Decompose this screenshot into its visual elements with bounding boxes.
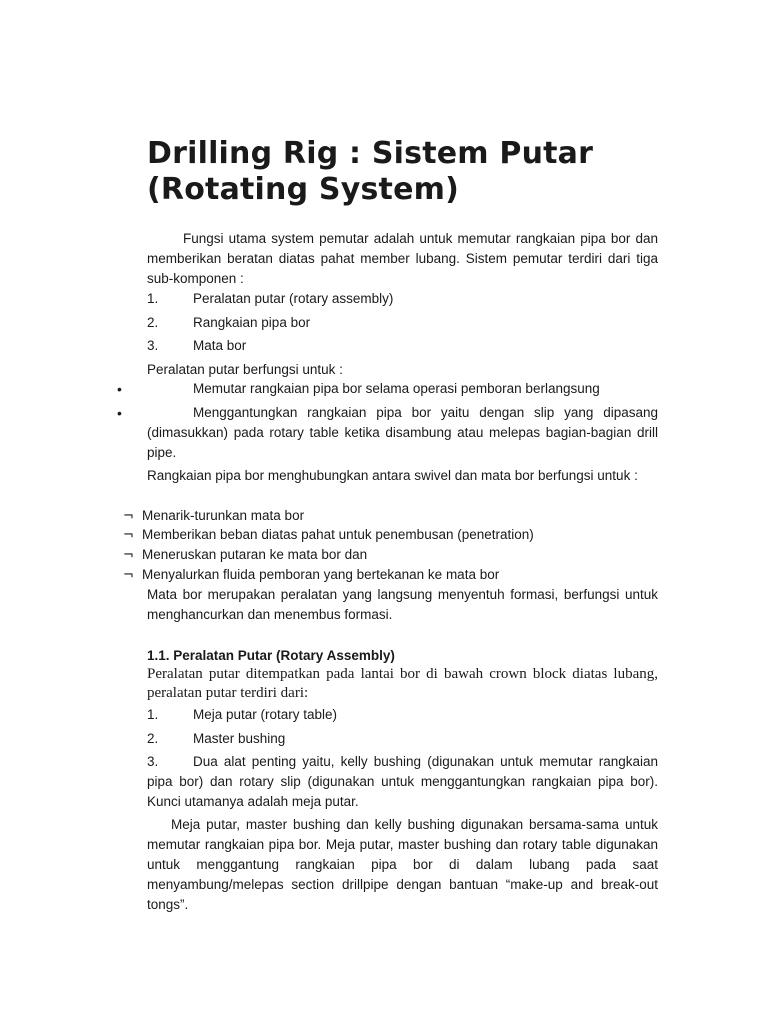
component-number: 2. — [147, 315, 159, 330]
bit-description: Mata bor merupakan peralatan yang langsung menyentuh formasi, berfungsi untuk menghancurkan dan menembus formasi. — [147, 587, 658, 622]
component-item-1 — [147, 289, 658, 309]
section-item-text: Dua alat penting yaitu, kelly bushing (digunakan untuk memutar rangkaian pipa bor) dan rotary slip (digunakan untuk menggantungkan rangkaian pipa bor). Kunci utamanya adalah meja putar. — [147, 754, 658, 809]
negation-icon: ¬ — [123, 528, 134, 543]
negation-icon: ¬ — [123, 568, 134, 583]
pipe-intro-paragraph: Rangkaian pipa bor menghubungkan antara swivel dan mata bor berfungsi untuk : — [147, 468, 638, 483]
negation-icon: ¬ — [123, 548, 134, 563]
section-item-2 — [147, 729, 658, 749]
section-heading: 1.1. Peralatan Putar (Rotary Assembly) — [147, 648, 395, 663]
bullet-icon: • — [117, 405, 122, 421]
title-line-2: (Rotating System) — [147, 172, 459, 207]
component-text: Mata bor — [193, 338, 247, 353]
pipe-function-item-1 — [123, 506, 663, 527]
pipe-function-text: Meneruskan putaran ke mata bor dan — [142, 547, 368, 562]
section-intro: Peralatan putar ditempatkan pada lantai bor di bawah crown block diatas lubang, peralatan putar terdiri dari: — [147, 666, 658, 701]
component-item-2 — [147, 313, 658, 333]
page-title — [147, 136, 687, 208]
rotary-function-text: Menggantungkan rangkaian pipa bor yaitu dengan slip yang dipasang (dimasukkan) pada rotary table ketika disambung atau melepas bagian-bagian drill pipe. — [147, 405, 658, 460]
pipe-function-item-4 — [123, 565, 663, 586]
title-line-1: Drilling Rig : Sistem Putar — [147, 136, 594, 171]
section-item-number: 3. — [147, 754, 159, 769]
rotary-function-intro: Peralatan putar berfungsi untuk : — [147, 362, 343, 377]
pipe-function-text: Menyalurkan fluida pemboran yang bertekanan ke mata bor — [142, 567, 500, 582]
rotary-function-item-2 — [117, 403, 658, 463]
bullet-icon: • — [117, 381, 122, 397]
intro-paragraph: Fungsi utama system pemutar adalah untuk memutar rangkaian pipa bor dan memberikan beratan diatas pahat member lubang. Sistem pemutar terdiri dari tiga sub-komponen : — [147, 231, 658, 286]
section-item-3 — [147, 752, 658, 812]
component-item-3 — [147, 336, 658, 356]
negation-icon: ¬ — [123, 509, 134, 524]
component-number: 3. — [147, 338, 159, 353]
closing-paragraph: Meja putar, master bushing dan kelly bushing digunakan bersama-sama untuk memutar rangkaian pipa bor. Meja putar, master bushing dan rotary table digunakan untuk menggantung rangkaian pipa bor di dalam lubang pada saat menyambung/melepas section drillpipe dengan bantuan “make-up and break-out tongs”. — [147, 817, 658, 912]
pipe-function-text: Memberikan beban diatas pahat untuk penembusan (penetration) — [142, 527, 534, 542]
rotary-function-item-1 — [117, 379, 658, 399]
pipe-function-item-2 — [123, 525, 663, 546]
pipe-function-item-3 — [123, 545, 663, 566]
component-number: 1. — [147, 291, 159, 306]
component-text: Rangkaian pipa bor — [193, 315, 311, 330]
section-item-text: Meja putar (rotary table) — [193, 707, 338, 722]
section-item-number: 2. — [147, 731, 159, 746]
pipe-function-text: Menarik-turunkan mata bor — [142, 508, 305, 523]
section-item-number: 1. — [147, 707, 159, 722]
component-text: Peralatan putar (rotary assembly) — [193, 291, 394, 306]
section-item-1 — [147, 705, 658, 725]
section-item-text: Master bushing — [193, 731, 286, 746]
rotary-function-text: Memutar rangkaian pipa bor selama operasi pemboran berlangsung — [193, 381, 600, 396]
